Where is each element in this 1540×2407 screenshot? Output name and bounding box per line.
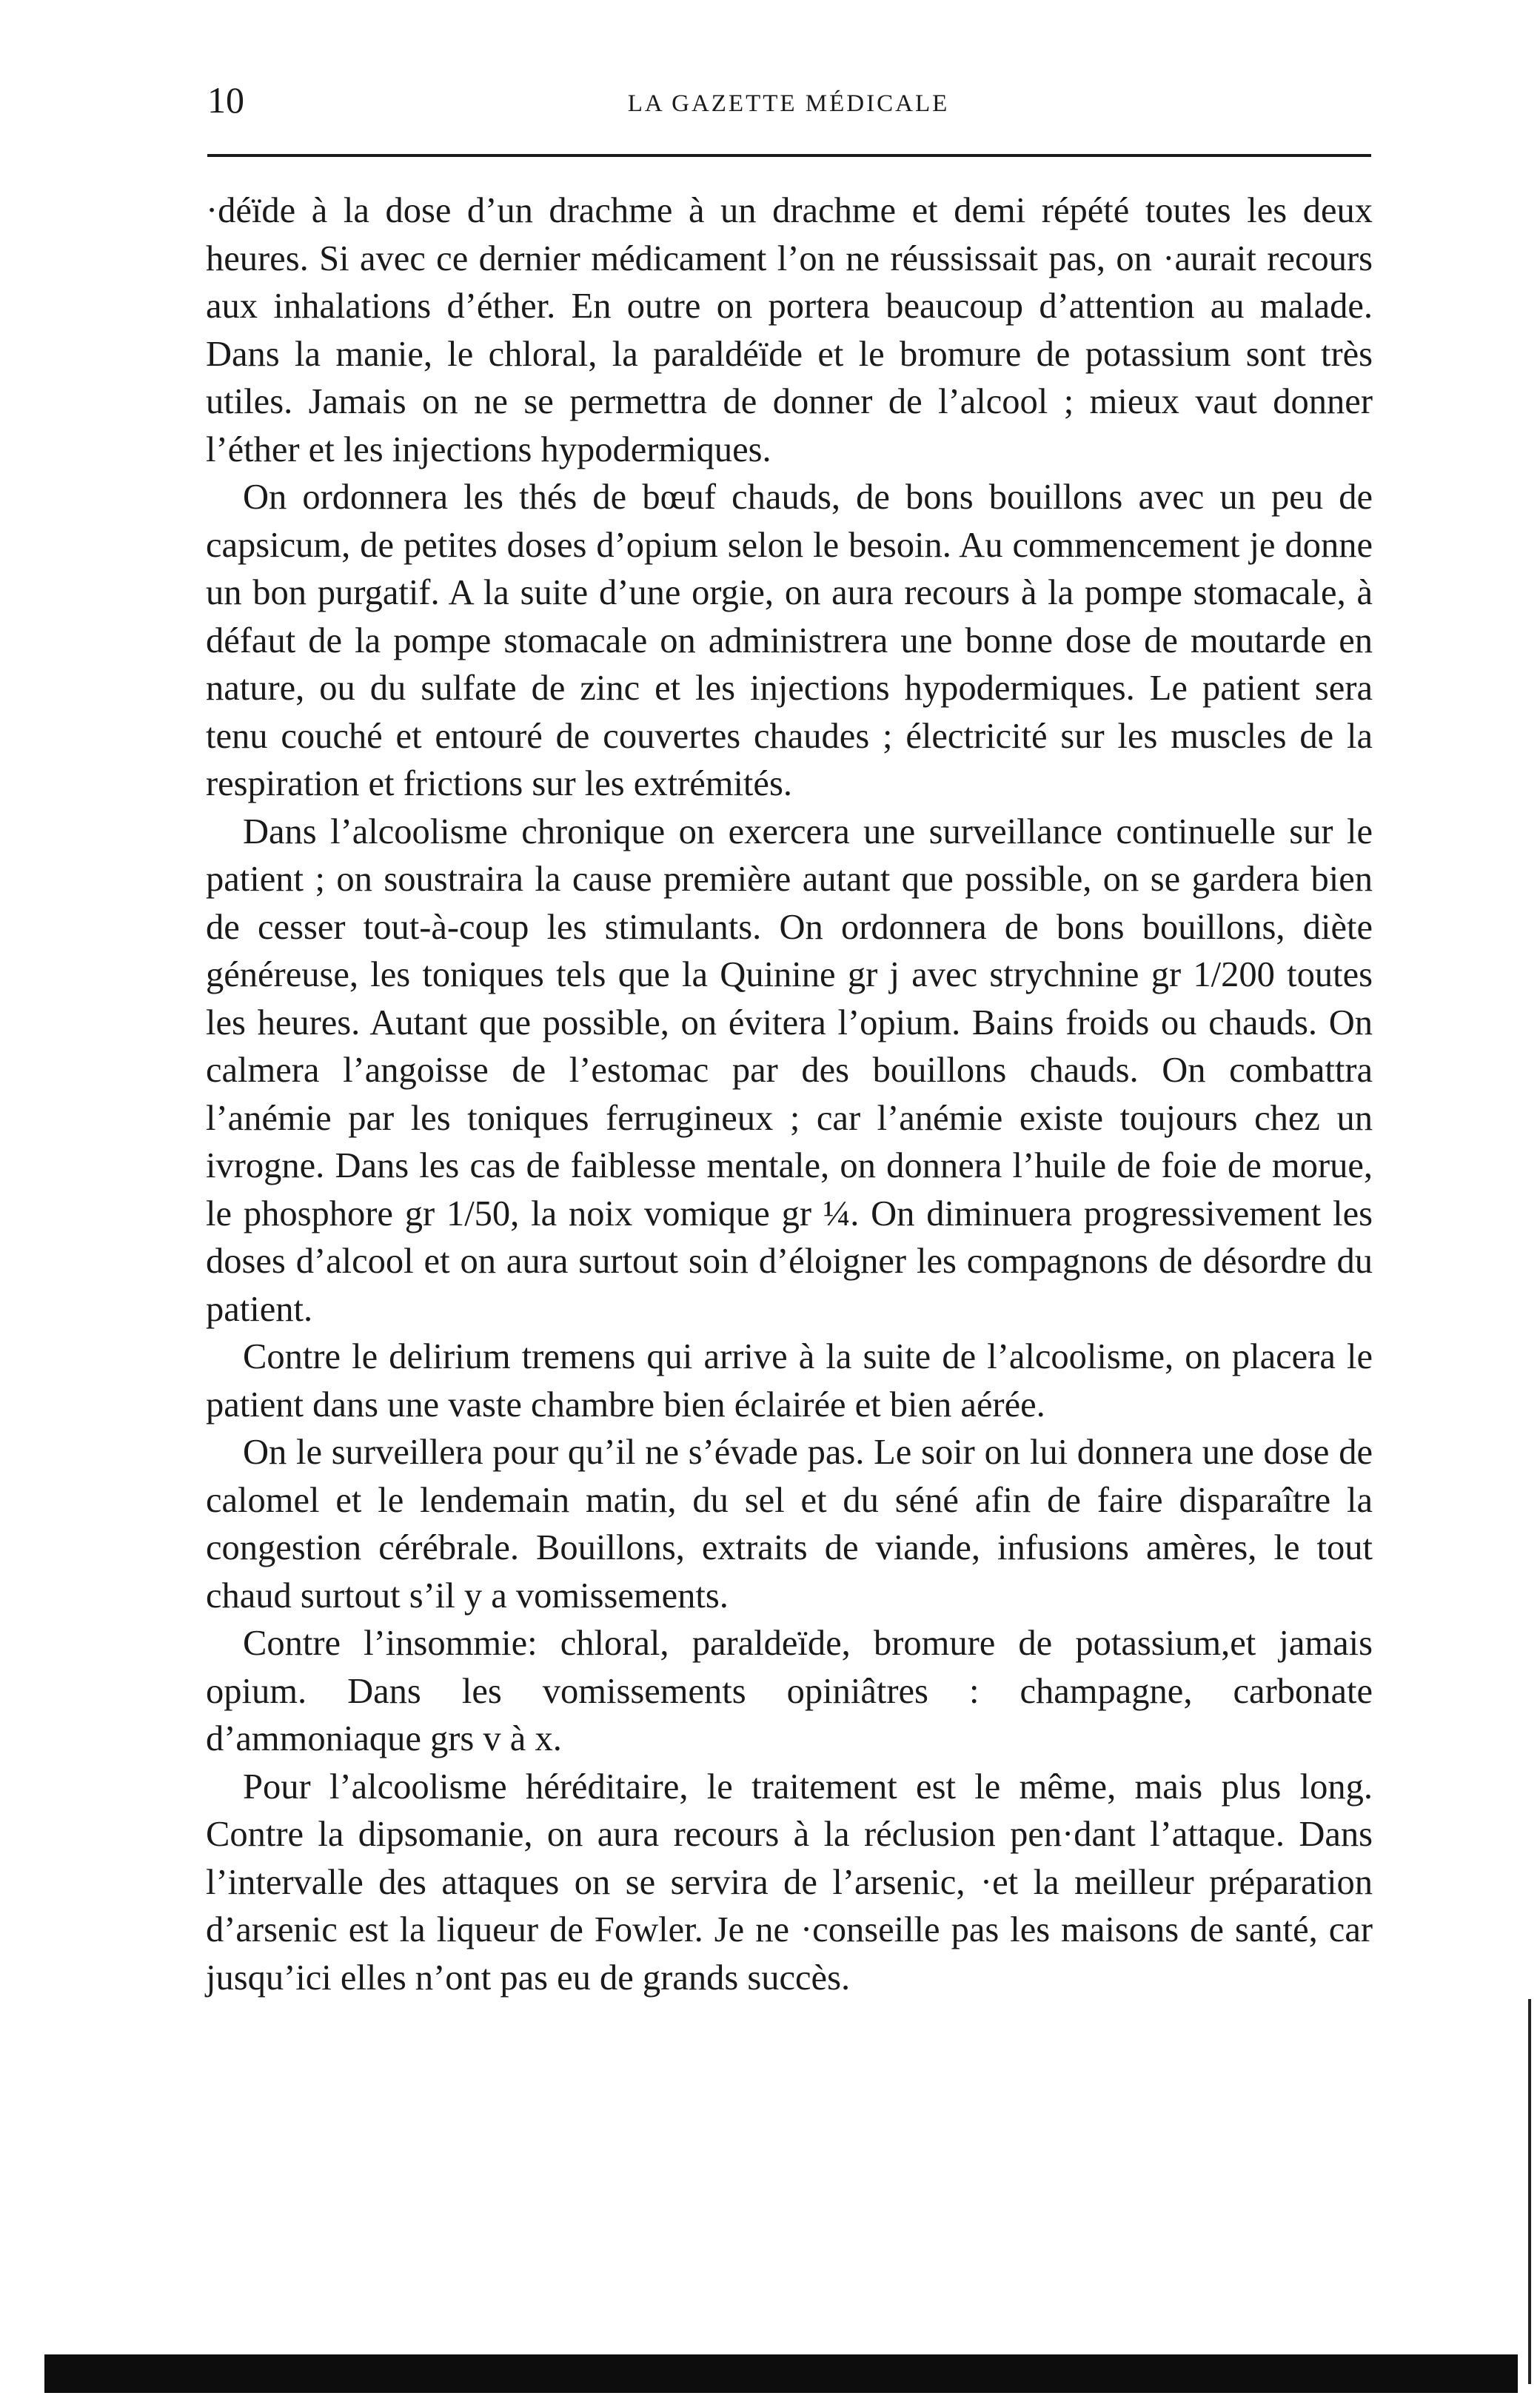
header-rule [207,154,1371,157]
paragraph: On le surveillera pour qu’il ne s’évade pas. Le soir on lui donnera une dose de calomel et le lendemain matin, du sel et du séné afin de faire disparaître la congestion cérébrale. Bouillons, extraits de viande, infusions amères, le tout chaud surtout s’il y a vomissements. [206,1433,1373,1616]
paragraph: Pour l’alcoolisme héréditaire, le traitement est le même, mais plus long. Contre la dipsomanie, on aura recours à la réclusion pen·dant l’attaque. Dans l’intervalle des attaques on se servira de l’arsenic, ·et la meilleur préparation d’arsenic est la liqueur de Fowler. Je ne ·conseille pas les maisons de santé, car jusqu’ici elles n’ont pas eu de grands succès. [206,1767,1373,1998]
paragraph: On ordonnera les thés de bœuf chauds, de bons bouillons avec un peu de capsicum, de petites doses d’opium selon le besoin. Au commencement je donne un bon purgatif. A la suite d’une orgie, on aura recours à la pompe stomacale, à défaut de la pompe stomacale on administrera une bonne dose de moutarde en nature, ou du sulfate de zinc et les injections hypodermiques. Le patient sera tenu couché et entouré de couvertes chaudes ; électricité sur les muscles de la respiration et frictions sur les extrémités. [206,478,1373,803]
scan-edge-line [1528,1999,1531,2384]
body-text [206,187,1373,2002]
scan-bottom-bar [44,2354,1518,2393]
paragraph: Dans l’alcoolisme chronique on exercera une surveillance continuelle sur le patient ; on soustraira la cause première autant que possible, on se gardera bien de cesser tout-à-coup les stimulants. On ordonnera de bons bouillons, diète généreuse, les toniques tels que la Quinine gr j avec strychnine gr 1/200 toutes les heures. Autant que possible, on évitera l’opium. Bains froids ou chauds. On calmera l’angoisse de l’estomac par des bouillons chauds. On combattra l’anémie par les toniques ferrugineux ; car l’anémie existe toujours chez un ivrogne. Dans les cas de faiblesse mentale, on donnera l’huile de foie de morue, le phosphore gr 1/50, la noix vomique gr ¼. On diminuera progressivement les doses d’alcool et on aura surtout soin d’éloigner les compagnons de désordre du patient. [206,811,1373,1329]
paragraph: Contre l’insommie: chloral, paraldeïde, bromure de potassium,et jamais opium. Dans les vomissements opiniâtres : champagne, carbonate d’ammoniaque grs v à x. [206,1624,1373,1758]
page-header [207,74,1370,126]
paragraph: Contre le delirium tremens qui arrive à la suite de l’alcoolisme, on placera le patient dans une vaste chambre bien éclairée et bien aérée. [206,1337,1373,1425]
running-head: LA GAZETTE MÉDICALE [627,90,950,117]
page-number: 10 [207,79,244,121]
paragraph: ·déïde à la dose d’un drachme à un drachme et demi répété toutes les deux heures. Si avec ce dernier médicament l’on ne réussissait pas, on ·aurait recours aux inhalations d’éther. En outre on portera beaucoup d’attention au malade. Dans la manie, le chloral, la paraldéïde et le bromure de potassium sont très utiles. Jamais on ne se permettra de donner de l’alcool ; mieux vaut donner l’éther et les injections hypodermiques. [206,191,1373,469]
